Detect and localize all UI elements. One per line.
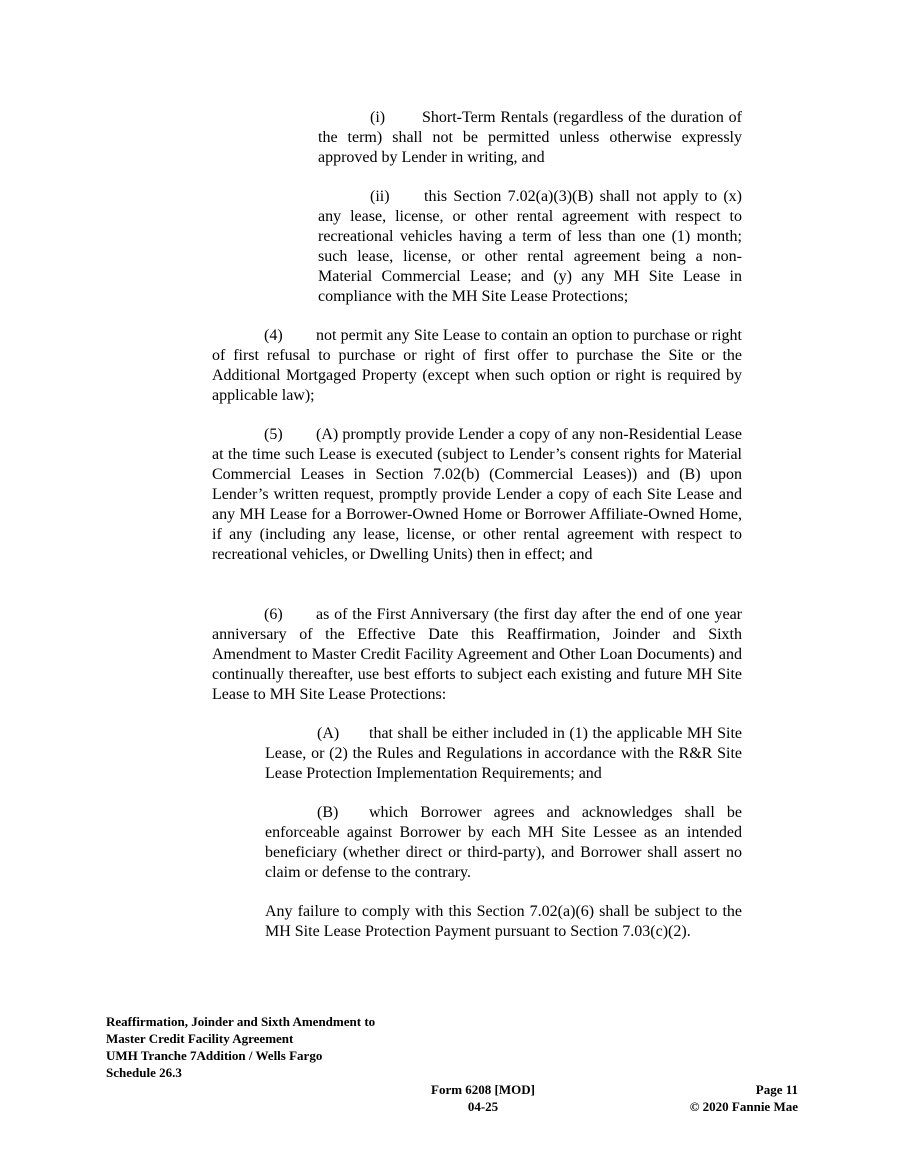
paragraph-6-text: as of the First Anniversary (the first day after the end of one year anniversary of the Effective Date this Reaffirmation, Joinder and Sixth Amendment to Master Credit Facility Agreement and Other Loan Documents) and continually thereafter, use best efforts to subject each existing and future MH Site Lease to MH Site Lease Protections:	[212, 606, 742, 703]
paragraph-5-text: (A) promptly provide Lender a copy of any non-Residential Lease at the time such Lease is executed (subject to Lender’s consent rights for Material Commercial Leases in Section 7.02(b) (Commercial Leases)) and (B) upon Lender’s written request, promptly provide Lender a copy of each Site Lease and any MH Lease for a Borrower-Owned Home or Borrower Affiliate-Owned Home, if any (including any lease, license, or other rental agreement with respect to recreational vehicles, or Dwelling Units) then in effect; and	[212, 426, 742, 563]
paragraph-b	[265, 803, 742, 883]
paragraph-4	[212, 326, 742, 406]
paragraph-5	[212, 425, 742, 565]
footer-line: Master Credit Facility Agreement	[106, 1031, 294, 1046]
footer-form-date: 04-25	[467, 1099, 499, 1114]
paragraph-a-label: (A)	[317, 725, 340, 742]
paragraph-4-label: (4)	[264, 327, 283, 344]
footer-form-info	[413, 1081, 553, 1115]
page-number: Page 11	[755, 1082, 798, 1097]
paragraph-4-text: not permit any Site Lease to contain an option to purchase or right of first refusal to purchase or right of first offer to purchase the Site or the Additional Mortgaged Property (except when such option or right is required by applicable law);	[212, 327, 742, 404]
paragraph-i	[318, 108, 742, 168]
copyright: © 2020 Fannie Mae	[689, 1099, 798, 1114]
footer-document-title	[106, 1013, 375, 1081]
paragraph-i-text: Short-Term Rentals (regardless of the duration of the term) shall not be permitted unless otherwise expressly approved by Lender in writing, and	[318, 109, 742, 166]
paragraph-6-label: (6)	[264, 606, 283, 623]
paragraph-ii-label: (ii)	[370, 188, 390, 205]
paragraph-a-text: that shall be either included in (1) the applicable MH Site Lease, or (2) the Rules and Regulations in accordance with the R&R Site Lease Protection Implementation Requirements; and	[265, 725, 742, 782]
footer-line: Reaffirmation, Joinder and Sixth Amendment to	[106, 1014, 376, 1029]
paragraph-5-label: (5)	[264, 426, 283, 443]
footer-line: UMH Tranche 7Addition / Wells Fargo	[106, 1048, 323, 1063]
footer-line: Schedule 26.3	[106, 1065, 182, 1080]
footer-page-info	[640, 1081, 798, 1115]
paragraph-failure-text: Any failure to comply with this Section 7.02(a)(6) shall be subject to the MH Site Lease Protection Payment pursuant to Section 7.03(c)(2).	[265, 903, 742, 940]
paragraph-failure	[265, 902, 742, 942]
paragraph-b-label: (B)	[317, 804, 339, 821]
paragraph-a	[265, 724, 742, 784]
paragraph-b-text: which Borrower agrees and acknowledges shall be enforceable against Borrower by each MH Site Lessee as an intended beneficiary (whether direct or third-party), and Borrower shall assert no claim or defense to the contrary.	[265, 804, 742, 881]
footer-form-number: Form 6208 [MOD]	[431, 1082, 535, 1097]
paragraph-6	[212, 605, 742, 705]
paragraph-ii	[318, 187, 742, 307]
paragraph-ii-text: this Section 7.02(a)(3)(B) shall not apply to (x) any lease, license, or other rental agreement with respect to recreational vehicles having a term of less than one (1) month; such lease, license, or other rental agreement being a non-Material Commercial Lease; and (y) any MH Site Lease in compliance with the MH Site Lease Protections;	[318, 188, 742, 305]
paragraph-i-label: (i)	[370, 109, 386, 126]
